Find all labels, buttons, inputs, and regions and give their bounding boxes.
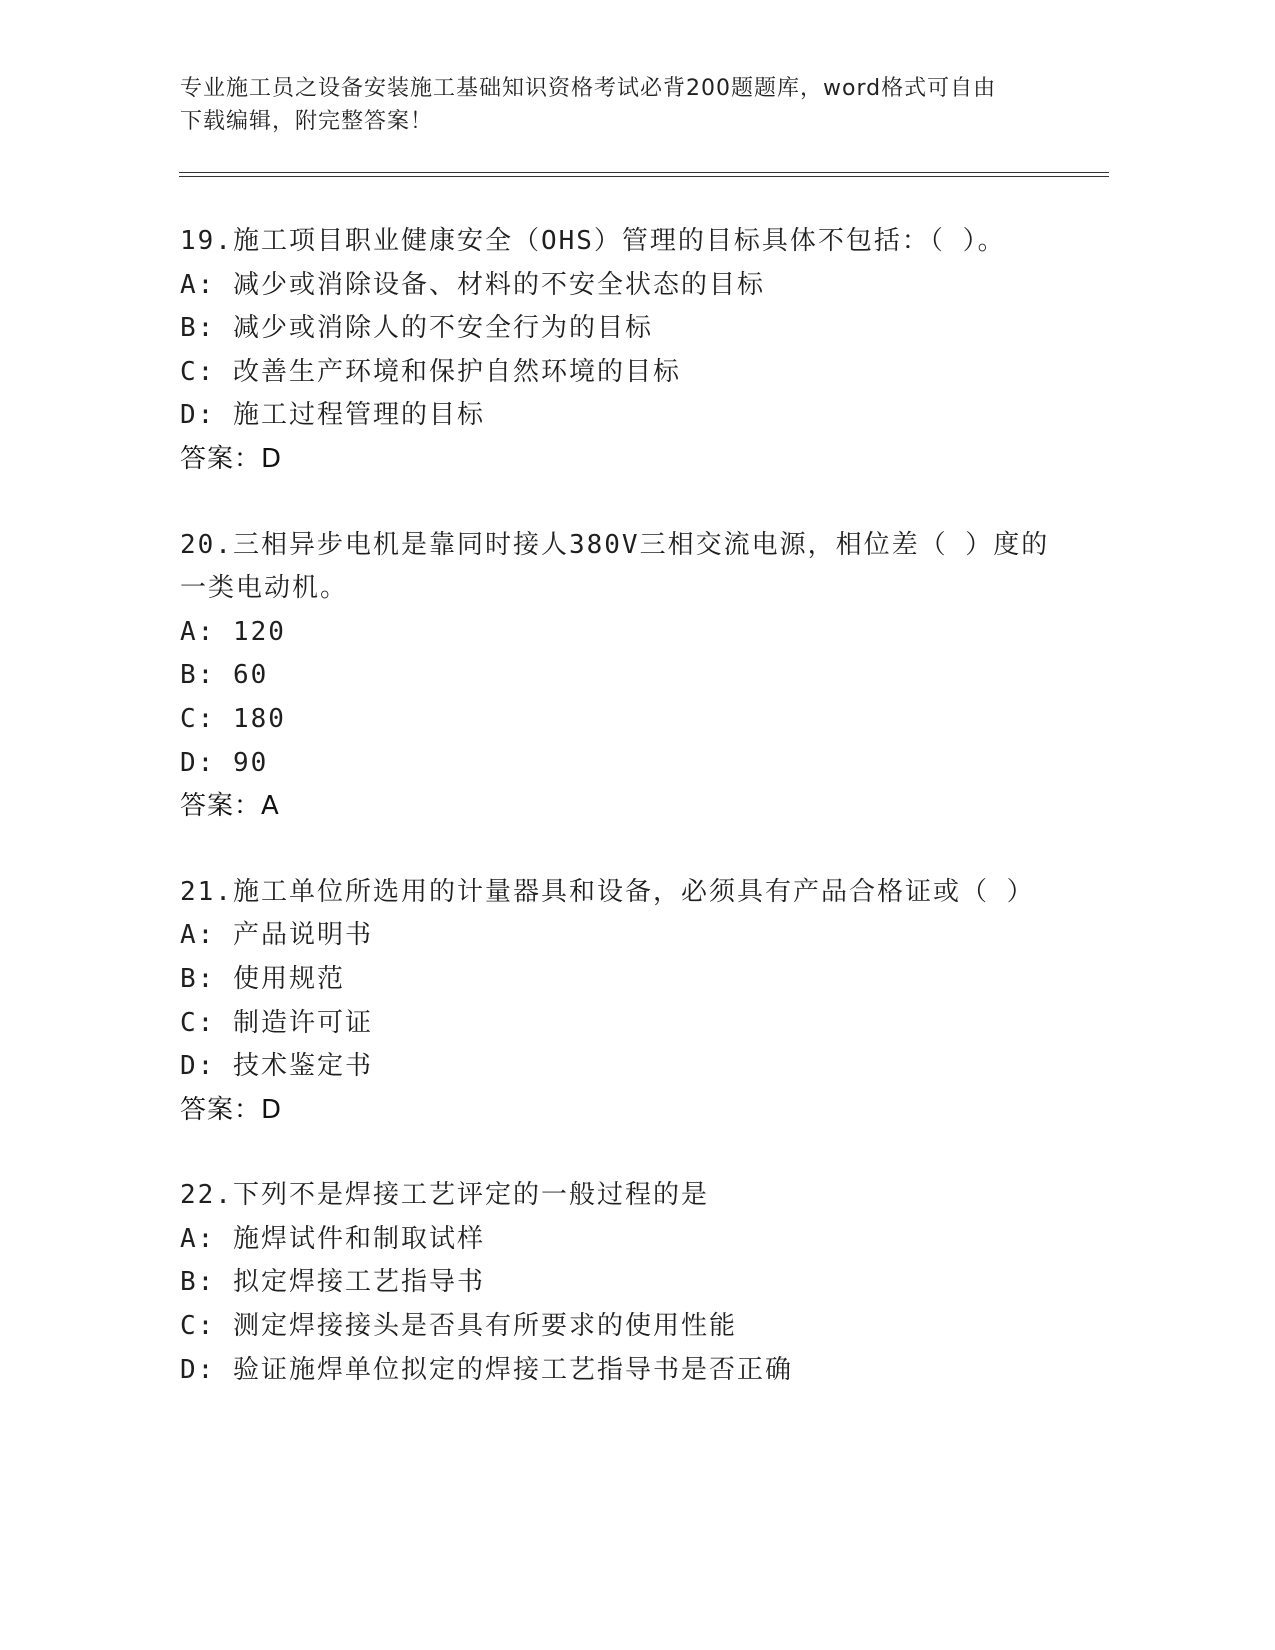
question-22: [180, 1174, 1080, 1392]
question-21: [180, 871, 1080, 1133]
option-a: A: 减少或消除设备、材料的不安全状态的目标: [180, 269, 765, 300]
question-stem: 20.三相异步电机是靠同时接人380V三相交流电源，相位差（ ）度的: [180, 529, 1050, 560]
page-header: [180, 72, 1040, 138]
question-stem-continued: 一类电动机。: [180, 573, 349, 604]
answer: 答案：A: [180, 791, 280, 822]
option-d: D: 施工过程管理的目标: [180, 400, 485, 431]
option-c: C: 180: [180, 703, 286, 734]
question-19: [180, 220, 1080, 482]
header-divider: [179, 172, 1109, 177]
answer: 答案：D: [180, 1094, 283, 1125]
header-line-2: 下载编辑，附完整答案！: [180, 109, 434, 134]
option-b: B: 减少或消除人的不安全行为的目标: [180, 313, 653, 344]
option-c: C: 改善生产环境和保护自然环境的目标: [180, 356, 681, 387]
question-stem: 22.下列不是焊接工艺评定的一般过程的是: [180, 1180, 709, 1211]
option-b: B: 60: [180, 660, 269, 691]
option-a: A: 120: [180, 616, 286, 647]
option-b: B: 拟定焊接工艺指导书: [180, 1267, 485, 1298]
option-d: D: 验证施焊单位拟定的焊接工艺指导书是否正确: [180, 1354, 793, 1385]
option-c: C: 制造许可证: [180, 1007, 373, 1038]
option-a: A: 产品说明书: [180, 920, 373, 951]
option-d: D: 90: [180, 747, 269, 778]
option-c: C: 测定焊接接头是否具有所要求的使用性能: [180, 1311, 737, 1342]
option-d: D: 技术鉴定书: [180, 1051, 373, 1082]
option-a: A: 施焊试件和制取试样: [180, 1223, 485, 1254]
header-line-1: 专业施工员之设备安装施工基础知识资格考试必背200题题库，word格式可自由: [180, 76, 997, 101]
option-b: B: 使用规范: [180, 963, 345, 994]
answer: 答案：D: [180, 443, 283, 474]
question-list: [180, 220, 1080, 1434]
question-stem: 21.施工单位所选用的计量器具和设备，必须具有产品合格证或（ ）: [180, 876, 1035, 907]
question-20: [180, 524, 1080, 829]
question-stem: 19.施工项目职业健康安全（OHS）管理的目标具体不包括：（ ）。: [180, 226, 1006, 256]
